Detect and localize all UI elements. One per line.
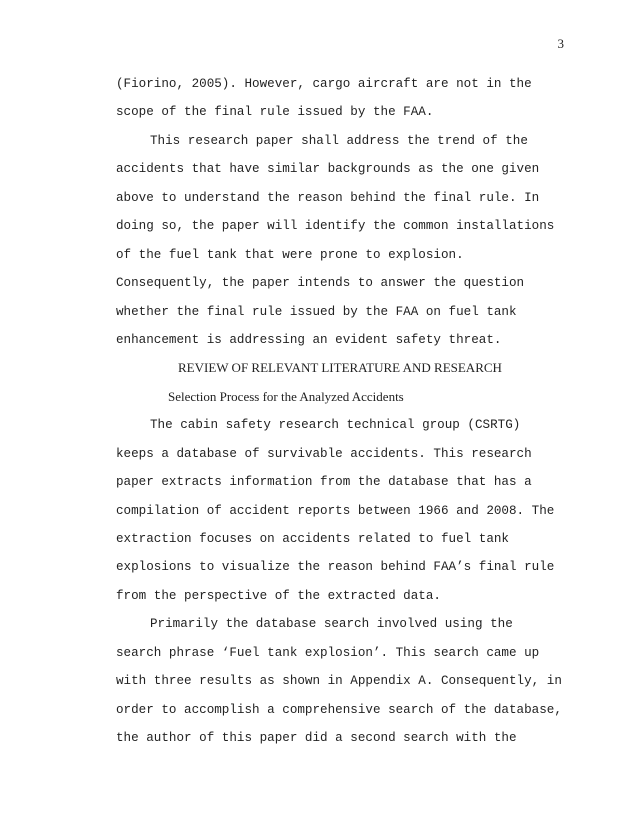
text-line: whether the final rule issued by the FAA on fuel tank: [116, 304, 517, 319]
text-line: paper extracts information from the database that has a: [116, 475, 532, 490]
text-line: keeps a database of survivable accidents. This research: [116, 446, 532, 461]
text-line: extraction focuses on accidents related to fuel tank: [116, 532, 509, 546]
section-heading: REVIEW OF RELEVANT LITERATURE AND RESEARCH: [178, 360, 502, 376]
text-line: with three results as shown in Appendix A. Consequently, in: [116, 674, 562, 689]
text-line: above to understand the reason behind the final rule. In: [116, 190, 540, 205]
text-line: of the fuel tank that were prone to explosion.: [116, 247, 464, 262]
text-line: accidents that have similar backgrounds as the one given: [116, 162, 540, 177]
text-line: from the perspective of the extracted data.: [116, 588, 441, 603]
text-line: search phrase ‘Fuel tank explosion’. This search came up: [116, 645, 540, 660]
text-line: Primarily the database search involved using the: [150, 617, 513, 632]
text-line: scope of the final rule issued by the FAA.: [116, 105, 434, 120]
text-line: (Fiorino, 2005). However, cargo aircraft are not in the: [116, 77, 532, 91]
text-line: order to accomplish a comprehensive search of the database,: [116, 702, 562, 717]
text-line: compilation of accident reports between 1966 and 2008. The: [116, 503, 555, 518]
text-line: explosions to visualize the reason behind FAA’s final rule: [116, 560, 555, 575]
text-line: Consequently, the paper intends to answer the question: [116, 276, 525, 291]
page-number: 3: [557, 36, 564, 51]
text-line: enhancement is addressing an evident safety threat.: [116, 332, 502, 347]
text-line: the author of this paper did a second search with the: [116, 731, 517, 746]
text-line: doing so, the paper will identify the common installations: [116, 219, 555, 234]
text-line: The cabin safety research technical group (CSRTG): [150, 418, 521, 433]
text-line: This research paper shall address the trend of the: [150, 133, 528, 148]
subsection-heading: Selection Process for the Analyzed Accidents: [168, 388, 404, 404]
body-text: [116, 70, 566, 753]
